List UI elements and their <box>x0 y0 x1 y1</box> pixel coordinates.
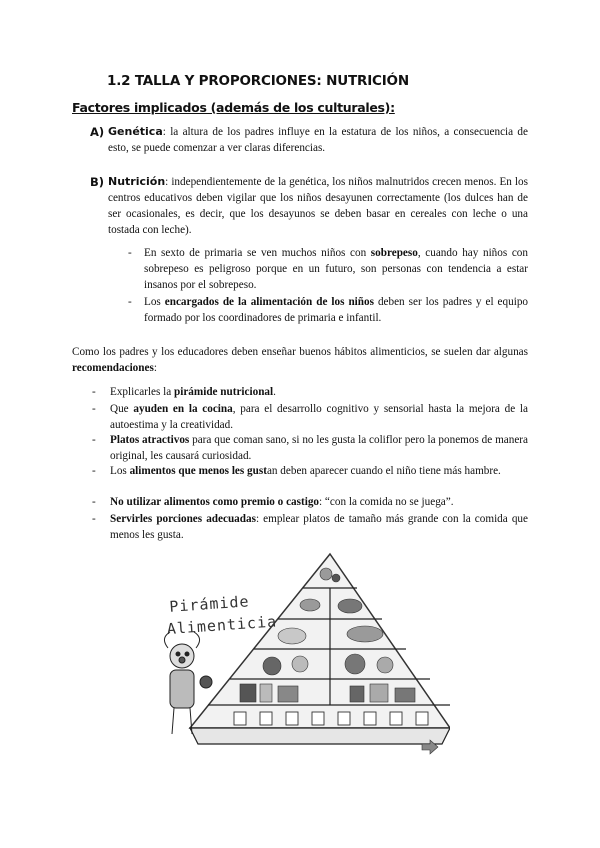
rec-bold: pirámide nutricional <box>174 386 274 398</box>
bullet-dash: - <box>92 513 96 525</box>
factor-text: : independientemente de la genética, los niños malnutridos crecen menos. En los centros educativos deben vigilar que los niños desayunen correctamente (los dulces han de ser ocasionales, es decir, que los desayunos se deben basar en cereales con leche o una tostada con leche). <box>108 176 528 236</box>
bullet-dash: - <box>92 403 96 415</box>
factor-text: : la altura de los padres influye en la estatura de los niños, a consecuencia de esto, se puede comenzar a ver claras diferencias. <box>108 126 528 154</box>
rec-post: para que coman sano, si no les gusta la coliflor pero la ponemos de manera original, les causará curiosidad. <box>110 434 528 462</box>
recommendation-item <box>92 401 528 433</box>
subitem-sobrepeso <box>128 245 528 293</box>
rec-pre: Explicarles la <box>110 386 174 398</box>
section-subtitle: Factores implicados (además de los culturales): <box>72 100 395 115</box>
rec-bold: ayuden en la cocina <box>133 403 233 415</box>
subitem-post: deben ser los padres y el equipo formado por los coordinadores de primaria e infantil. <box>144 296 529 324</box>
rec-post: : “con la comida no se juega”. <box>319 496 454 508</box>
subitem-pre: Los <box>144 296 165 308</box>
recommendation-item <box>92 511 528 543</box>
caption-line2: Alimenticia <box>166 612 278 639</box>
subitem-pre: En sexto de primaria se ven muchos niños con <box>144 247 371 259</box>
rec-bold: Servirles porciones adecuadas <box>110 513 256 525</box>
rec-pre: Que <box>110 403 134 415</box>
recommendation-item <box>92 494 528 510</box>
factor-label: B) <box>90 175 105 189</box>
pyramid-caption <box>166 588 282 640</box>
rec-bold: Platos atractivos <box>110 434 190 446</box>
rec-post: , para el desarrollo cognitivo y sensorial hasta la mejora de la autoestima y la creatividad. <box>110 403 528 431</box>
food-pyramid-illustration <box>160 548 450 758</box>
rec-post: . <box>273 386 276 398</box>
recommendation-item <box>92 384 528 400</box>
factor-genetica <box>90 124 528 156</box>
rec-bold: alimentos que menos les gust <box>129 465 267 477</box>
rec-pre: Los <box>110 465 130 477</box>
bullet-dash: - <box>92 465 96 477</box>
bullet-dash: - <box>92 434 96 446</box>
rec-post: : emplear platos de tamaño más grande con la comida que menos les gusta. <box>110 513 528 541</box>
subitem-encargados <box>128 294 528 326</box>
recommendation-item <box>92 463 528 479</box>
subitem-bold: sobrepeso <box>370 247 418 259</box>
caption-line1: Pirámide <box>168 592 251 616</box>
intro-pre: Como los padres y los educadores deben enseñar buenos hábitos alimenticios, se suelen dar algunas <box>72 346 528 358</box>
subitem-post: , cuando hay niños con sobrepeso es peligroso porque en un futuro, son personas con tendencia a estar insanos por el sobrepeso. <box>144 247 528 291</box>
bullet-dash: - <box>92 496 96 508</box>
recommendation-item <box>92 432 528 464</box>
rec-post: an deben aparecer cuando el niño tiene más hambre. <box>266 465 501 477</box>
factor-term: Genética <box>108 125 163 138</box>
factor-label: A) <box>90 125 105 139</box>
subitem-bold: encargados de la alimentación de los niños <box>164 296 374 308</box>
intro-post: : <box>153 362 157 374</box>
bullet-dash: - <box>128 296 132 308</box>
recommendations-intro <box>72 344 528 376</box>
bullet-dash: - <box>128 247 132 259</box>
intro-bold: recomendaciones <box>72 362 154 374</box>
section-title: 1.2 TALLA Y PROPORCIONES: NUTRICIÓN <box>107 73 409 89</box>
rec-bold: No utilizar alimentos como premio o castigo <box>110 496 320 508</box>
factor-nutricion <box>90 174 528 238</box>
factor-term: Nutrición <box>108 175 166 188</box>
bullet-dash: - <box>92 386 96 398</box>
